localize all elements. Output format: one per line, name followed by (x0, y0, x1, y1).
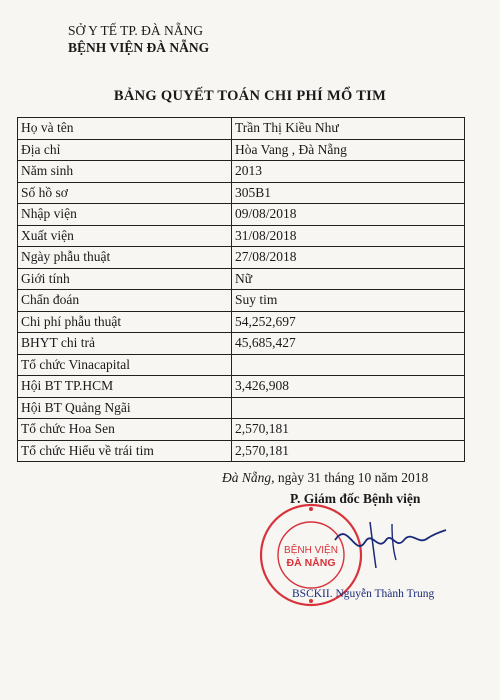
signature-date-text: ngày 31 tháng 10 năm 2018 (277, 470, 429, 485)
table-row (18, 204, 465, 226)
row-value: 54,252,697 (232, 311, 465, 333)
table-row (18, 311, 465, 333)
row-value: Nữ (232, 268, 465, 290)
table-row (18, 376, 465, 398)
signature-date (222, 470, 428, 486)
row-value: 305B1 (232, 182, 465, 204)
row-value (232, 354, 465, 376)
table-row (18, 354, 465, 376)
row-value: Suy tim (232, 290, 465, 312)
signatory-name: BSCKII. Nguyễn Thành Trung (292, 588, 435, 600)
document-title: BẢNG QUYẾT TOÁN CHI PHÍ MỔ TIM (113, 88, 387, 104)
row-label: Hội BT Quảng Ngãi (18, 397, 232, 419)
hospital-name: BỆNH VIỆN ĐÀ NẴNG (68, 40, 210, 55)
row-value: Hòa Vang , Đà Nẵng (232, 139, 465, 161)
table-row (18, 139, 465, 161)
row-label: Số hồ sơ (18, 182, 232, 204)
row-label: Xuất viện (18, 225, 232, 247)
row-label: Tổ chức Hoa Sen (18, 419, 232, 441)
row-value: Trần Thị Kiều Như (232, 118, 465, 140)
table-row (18, 182, 465, 204)
row-label: Ngày phẫu thuật (18, 247, 232, 269)
table-row (18, 440, 465, 462)
table-row (18, 118, 465, 140)
row-label: Tổ chức Hiểu về trái tim (18, 440, 232, 462)
row-label: Nhập viện (18, 204, 232, 226)
row-value: 3,426,908 (232, 376, 465, 398)
row-label: Địa chỉ (18, 139, 232, 161)
table-row (18, 290, 465, 312)
row-value: 27/08/2018 (232, 247, 465, 269)
table-row (18, 397, 465, 419)
row-label: Họ và tên (18, 118, 232, 140)
document-header (68, 22, 209, 56)
row-value: 31/08/2018 (232, 225, 465, 247)
row-label: Năm sinh (18, 161, 232, 183)
signature-place: Đà Nẵng, (222, 470, 275, 485)
row-value: 09/08/2018 (232, 204, 465, 226)
row-value: 2,570,181 (232, 419, 465, 441)
row-value: 2,570,181 (232, 440, 465, 462)
row-value: 2013 (232, 161, 465, 183)
table-row (18, 247, 465, 269)
row-value: 45,685,427 (232, 333, 465, 355)
table-row (18, 268, 465, 290)
stamp-line-1: BỆNH VIỆN (284, 545, 338, 556)
row-label: Chi phí phẫu thuật (18, 311, 232, 333)
handwritten-signature (330, 510, 450, 580)
table-row (18, 419, 465, 441)
row-value (232, 397, 465, 419)
department-name: SỞ Y TẾ TP. ĐÀ NẴNG (68, 23, 204, 38)
signatory-role: P. Giám đốc Bệnh viện (290, 491, 421, 506)
row-label: Giới tính (18, 268, 232, 290)
stamp-line-2: ĐÀ NẴNG (286, 557, 336, 569)
row-label: Tổ chức Vinacapital (18, 354, 232, 376)
row-label: BHYT chi trả (18, 333, 232, 355)
table-row (18, 161, 465, 183)
row-label: Chẩn đoán (18, 290, 232, 312)
table-row (18, 333, 465, 355)
table-row (18, 225, 465, 247)
row-label: Hội BT TP.HCM (18, 376, 232, 398)
cost-table (17, 117, 465, 462)
